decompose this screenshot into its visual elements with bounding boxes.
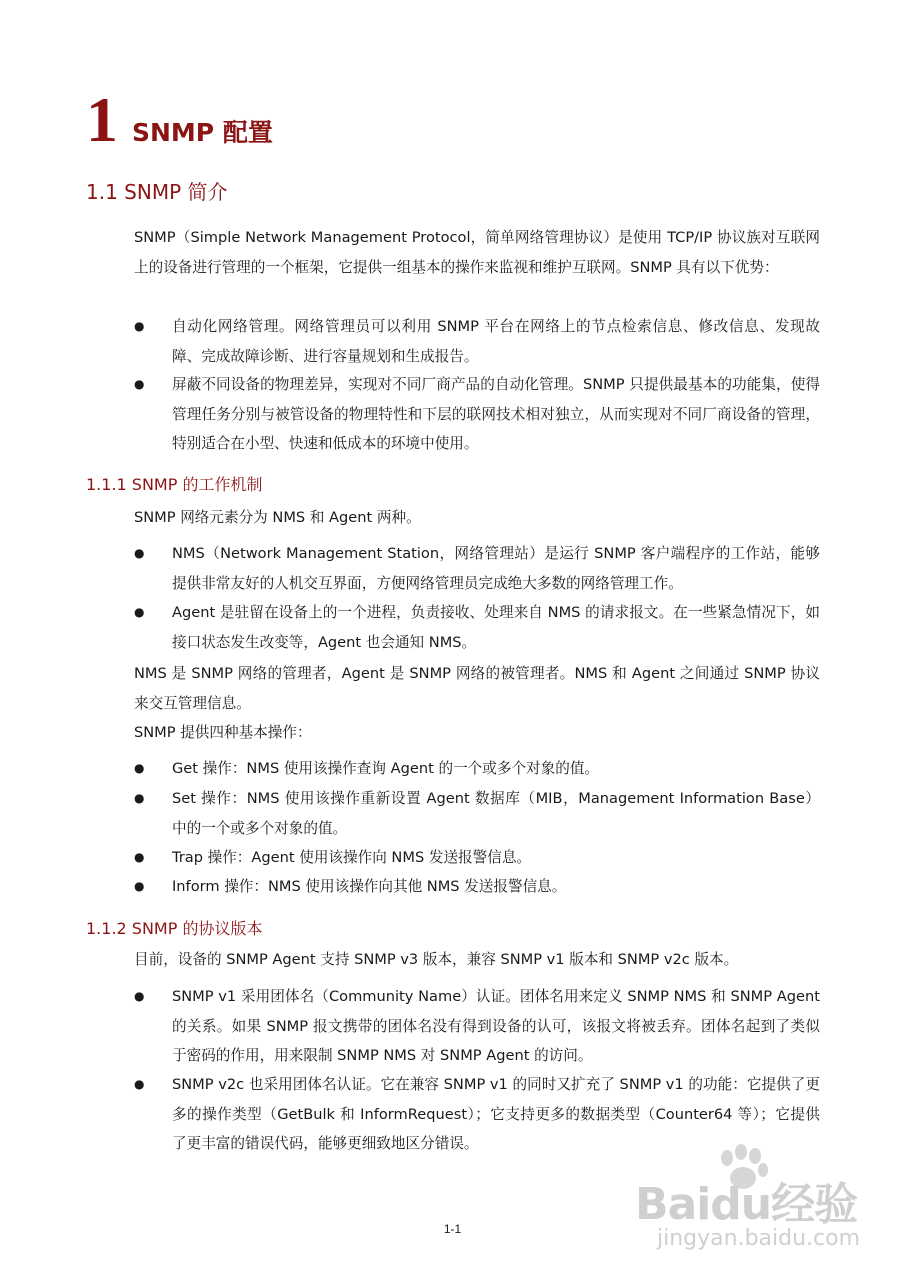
bullet-icon: ● [134,546,145,560]
chapter-title: SNMP 配置 [132,118,273,147]
list-item-text: Trap 操作：Agent 使用该操作向 NMS 发送报警信息。 [172,849,532,866]
list-item-text: NMS（Network Management Station，网络管理站）是运行 SNMP 客户端程序的工作站，能够提供非常友好的人机交互界面，方便网络管理员完成绝大多数的网络管理工作。 [172,545,820,592]
watermark-brand: Baidu经验 [635,1179,858,1230]
list-item [134,982,820,1071]
list-item [134,843,820,873]
section-heading-1-1-1: 1.1.1 SNMP 的工作机制 [86,475,263,494]
bullet-icon: ● [134,377,145,391]
list-item-text: Get 操作：NMS 使用该操作查询 Agent 的一个或多个对象的值。 [172,760,600,777]
list-item-text: 屏蔽不同设备的物理差异，实现对不同厂商产品的自动化管理。SNMP 只提供最基本的功能集，使得管理任务分别与被管设备的物理特性和下层的联网技术相对独立，从而实现对不同厂商设备的管理，特别适合在小型、快速和低成本的环境中使用。 [172,376,820,452]
list-item [134,370,820,459]
bullet-icon: ● [134,761,145,775]
list-item [134,598,820,657]
list-item [134,539,820,598]
bullet-icon: ● [134,605,145,619]
bullet-icon: ● [134,791,145,805]
mechanism-paragraph-3: SNMP 提供四种基本操作： [134,724,312,741]
list-item-text: Agent 是驻留在设备上的一个进程，负责接收、处理来自 NMS 的请求报文。在一些紧急情况下，如接口状态发生改变等，Agent 也会通知 NMS。 [172,604,820,651]
list-item-text: SNMP v2c 也采用团体名认证。它在兼容 SNMP v1 的同时又扩充了 SNMP v1 的功能：它提供了更多的操作类型（GetBulk 和 InformRequest）；它支持更多的数据类型（Counter64 等）；它提供了更丰富的错误代码，能够更细致地区分错误。 [172,1076,820,1152]
mechanism-paragraph-2: NMS 是 SNMP 网络的管理者，Agent 是 SNMP 网络的被管理者。NMS 和 Agent 之间通过 SNMP 协议来交互管理信息。 [134,665,820,712]
bullet-icon: ● [134,850,145,864]
bullet-icon: ● [134,319,145,333]
page-number: 1-1 [443,1222,462,1236]
list-item-text: SNMP v1 采用团体名（Community Name）认证。团体名用来定义 SNMP NMS 和 SNMP Agent 的关系。如果 SNMP 报文携带的团体名没有得到设备的认可，该报文将被丢弃。团体名起到了类似于密码的作用，用来限制 SNMP NMS 对 SNMP Agent 的访问。 [172,988,820,1064]
list-item [134,784,820,843]
mechanism-paragraph-1: SNMP 网络元素分为 NMS 和 Agent 两种。 [134,509,421,526]
chapter-number: 1 [86,84,118,155]
bullet-icon: ● [134,1077,145,1091]
section-heading-1-1: 1.1 SNMP 简介 [86,180,228,204]
watermark-url: jingyan.baidu.com [657,1226,861,1251]
list-item-text: 自动化网络管理。网络管理员可以利用 SNMP 平台在网络上的节点检索信息、修改信息、发现故障、完成故障诊断、进行容量规划和生成报告。 [172,318,820,365]
list-item [134,872,820,902]
baidu-watermark [635,1150,865,1265]
list-item-text: Inform 操作：NMS 使用该操作向其他 NMS 发送报警信息。 [172,878,567,895]
list-item [134,312,820,371]
bullet-icon: ● [134,989,145,1003]
versions-paragraph: 目前，设备的 SNMP Agent 支持 SNMP v3 版本，兼容 SNMP v1 版本和 SNMP v2c 版本。 [134,951,739,968]
chapter-heading [86,84,273,155]
list-item-text: Set 操作：NMS 使用该操作重新设置 Agent 数据库（MIB，Management Information Base）中的一个或多个对象的值。 [172,790,820,837]
section-heading-1-1-2: 1.1.2 SNMP 的协议版本 [86,919,263,938]
bullet-icon: ● [134,879,145,893]
intro-paragraph: SNMP（Simple Network Management Protocol，简单网络管理协议）是使用 TCP/IP 协议族对互联网上的设备进行管理的一个框架，它提供一组基本的操作来监视和维护互联网。SNMP 具有以下优势： [134,229,820,276]
list-item [134,754,820,784]
